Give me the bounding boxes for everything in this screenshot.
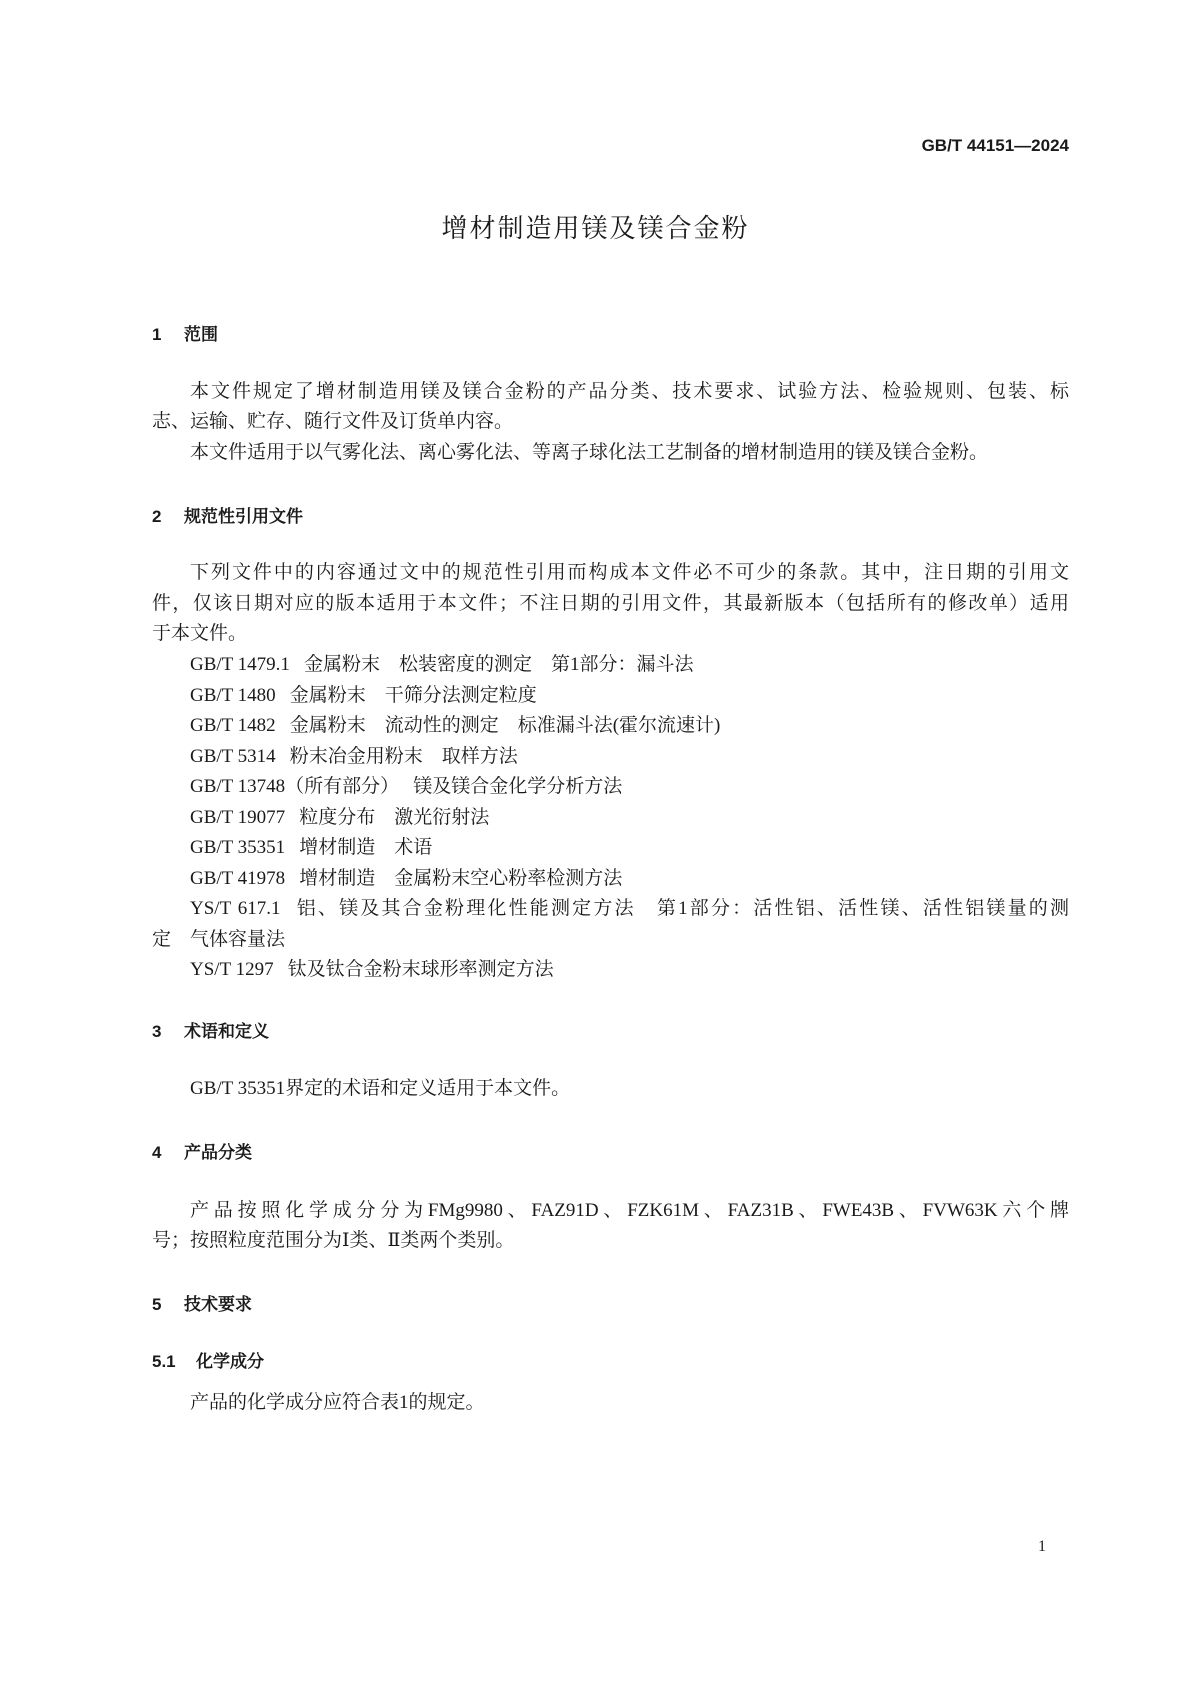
reference-item [190, 711, 1069, 741]
section-title: 产品分类 [184, 1143, 252, 1162]
paragraph-line: 产品的化学成分应符合表1的规定。 [190, 1392, 485, 1413]
reference-code: YS/T 617.1 [190, 898, 281, 919]
section-1-heading [152, 320, 218, 345]
paragraph-line: 下列文件中的内容通过文中的规范性引用而构成本文件必不可少的条款。其中，注日期的引用文 [190, 562, 1069, 583]
reference-item [190, 955, 1069, 985]
section-title: 术语和定义 [184, 1022, 269, 1041]
section-number: 5 [152, 1295, 162, 1314]
reference-title: 金属粉末 干筛分法测定粒度 [289, 684, 537, 706]
section-3-heading [152, 1017, 269, 1042]
reference-item [190, 803, 1069, 833]
reference-title: 金属粉末 松装密度的测定 第1部分：漏斗法 [303, 654, 694, 675]
reference-item-continuation: 定 气体容量法 [152, 928, 286, 950]
section-4-heading [152, 1138, 252, 1163]
paragraph-line: 本文件规定了增材制造用镁及镁合金粉的产品分类、技术要求、试验方法、检验规则、包装、标 [190, 381, 1069, 402]
standard-code: GB/T 44151—2024 [921, 136, 1069, 155]
section-title: 化学成分 [196, 1352, 264, 1371]
reference-code: GB/T 35351 [190, 837, 286, 858]
reference-code: GB/T 19077 [190, 806, 286, 828]
section-title: 范围 [184, 325, 218, 344]
section-5-heading [152, 1290, 252, 1315]
paragraph-line: 本文件适用于以气雾化法、离心雾化法、等离子球化法工艺制备的增材制造用的镁及镁合金粉。 [190, 442, 989, 463]
reference-code: GB/T 13748（所有部分） [190, 776, 400, 797]
reference-code: GB/T 5314 [190, 745, 276, 767]
paragraph-line: 志、运输、贮存、随行文件及订货单内容。 [152, 411, 514, 432]
paragraph-line: 件，仅该日期对应的版本适用于本文件；不注日期的引用文件，其最新版本（包括所有的修改单）适用 [152, 593, 1069, 614]
reference-title: 镁及镁合金化学分析方法 [413, 776, 623, 797]
reference-title: 钛及钛合金粉末球形率测定方法 [287, 959, 554, 980]
reference-title: 粉末冶金用粉末 取样方法 [289, 745, 518, 767]
section-number: 2 [152, 507, 162, 526]
reference-code: YS/T 1297 [190, 959, 274, 980]
reference-title: 粒度分布 激光衍射法 [299, 806, 490, 828]
section-number: 5.1 [152, 1352, 176, 1371]
paragraph-line: GB/T 35351界定的术语和定义适用于本文件。 [190, 1078, 571, 1099]
reference-item [190, 864, 1069, 894]
section-2-heading [152, 502, 303, 527]
reference-item [190, 772, 1069, 802]
reference-code: GB/T 1482 [190, 715, 276, 736]
reference-title: 增材制造 术语 [299, 837, 433, 858]
reference-item [190, 894, 1069, 924]
section-title: 规范性引用文件 [184, 507, 303, 526]
paragraph-line: 产品按照化学成分分为FMg9980、FAZ91D、FZK61M、FAZ31B、FWE43B、FVW63K六个牌 [190, 1200, 1069, 1221]
section-5-1-heading [152, 1347, 264, 1372]
reference-title: 铝、镁及其合金粉理化性能测定方法 第1部分：活性铝、活性镁、活性铝镁量的测 [294, 898, 1069, 919]
reference-code: GB/T 41978 [190, 867, 286, 889]
paragraph-line: 号；按照粒度范围分为Ⅰ类、Ⅱ类两个类别。 [152, 1230, 515, 1251]
reference-code: GB/T 1480 [190, 684, 276, 706]
reference-title: 金属粉末 流动性的测定 标准漏斗法(霍尔流速计) [289, 715, 721, 736]
page-number: 1 [1038, 1538, 1046, 1555]
section-number: 1 [152, 325, 162, 344]
reference-item [190, 742, 1069, 772]
section-number: 4 [152, 1143, 162, 1162]
reference-item [190, 650, 1069, 680]
reference-item [190, 681, 1069, 711]
section-title: 技术要求 [184, 1295, 252, 1314]
paragraph-line: 于本文件。 [152, 623, 248, 644]
reference-code: GB/T 1479.1 [190, 654, 290, 675]
document-title: 增材制造用镁及镁合金粉 [441, 213, 750, 243]
reference-title: 增材制造 金属粉末空心粉率检测方法 [299, 867, 623, 889]
reference-item [190, 833, 1069, 863]
section-number: 3 [152, 1022, 162, 1041]
